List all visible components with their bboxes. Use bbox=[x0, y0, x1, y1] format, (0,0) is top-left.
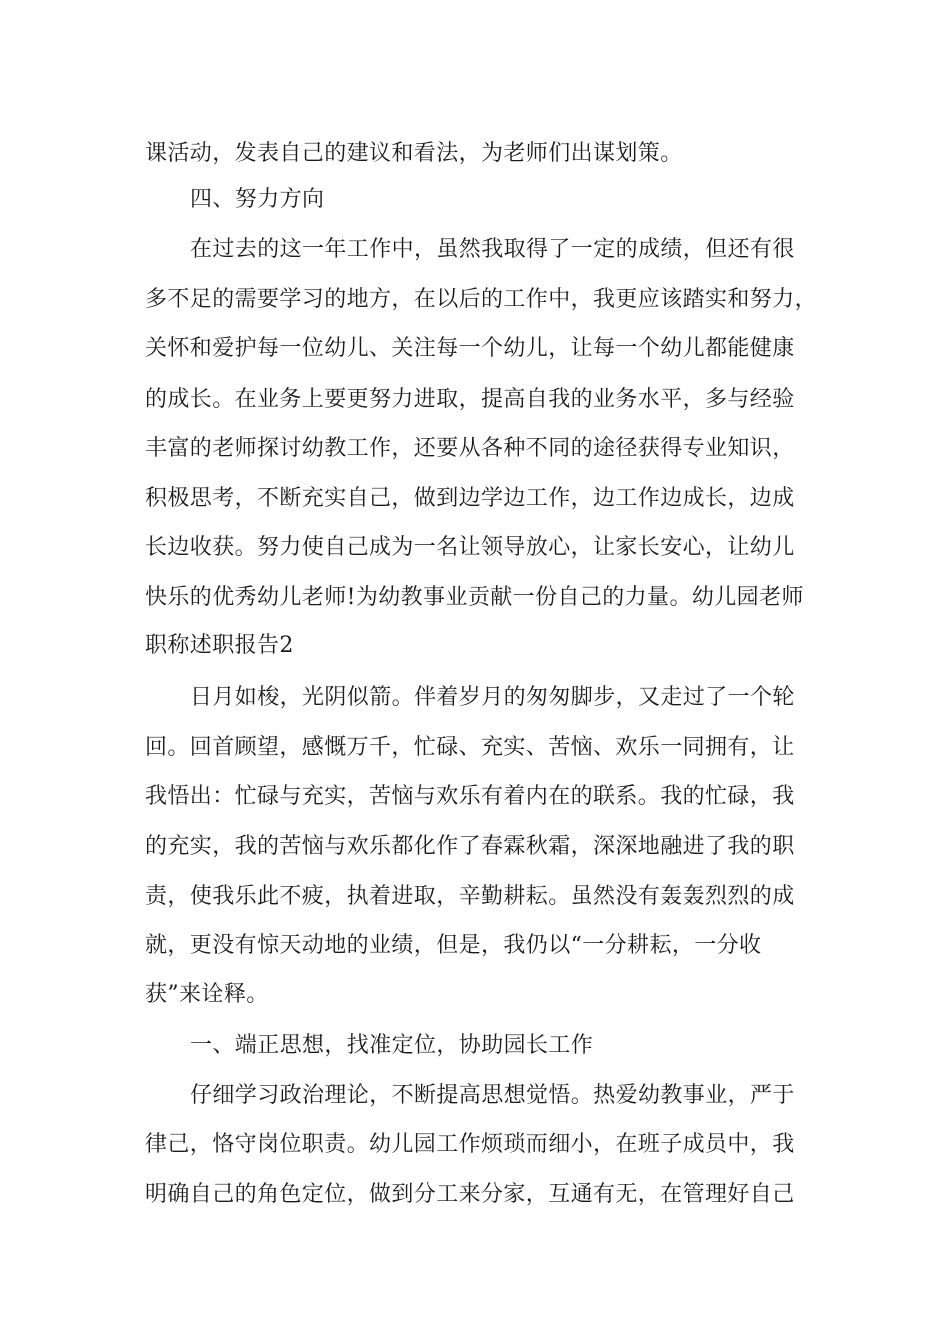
text-line: 日月如梭，光阴似箭。伴着岁月的匆匆脚步，又走过了一个轮 bbox=[190, 685, 795, 710]
text-line: 责，使我乐此不疲，执着进取，辛勤耕耘。虽然没有轰轰烈烈的成 bbox=[145, 884, 795, 909]
text-line: 积极思考，不断充实自己，做到边学边工作，边工作边成长，边成 bbox=[145, 486, 795, 511]
text-line: 关怀和爱护每一位幼儿、关注每一个幼儿，让每一个幼儿都能健康 bbox=[145, 336, 795, 361]
text-line: 就，更没有惊天动地的业绩，但是，我仍以“一分耕耘，一分收 bbox=[145, 933, 762, 958]
text-line: 我悟出：忙碌与充实，苦恼与欢乐有着内在的联系。我的忙碌，我 bbox=[145, 784, 795, 809]
text-line: 仔细学习政治理论，不断提高思想觉悟。热爱幼教事业，严于 bbox=[190, 1083, 795, 1108]
text-line: 律己，恪守岗位职责。幼儿园工作烦琐而细小，在班子成员中，我 bbox=[145, 1132, 795, 1157]
text-line: 长边收获。努力使自己成为一名让领导放心，让家长安心，让幼儿 bbox=[145, 535, 795, 560]
text-line: 获”来诠释。 bbox=[145, 982, 269, 1007]
text-line: 在过去的这一年工作中，虽然我取得了一定的成绩，但还有很 bbox=[190, 237, 795, 262]
text-line: 快乐的优秀幼儿老师!为幼教事业贡献一份自己的力量。幼儿园老师 bbox=[145, 585, 804, 610]
text-line: 课活动，发表自己的建议和看法，为老师们出谋划策。 bbox=[145, 141, 683, 166]
section-heading: 一、端正思想，找准定位，协助园长工作 bbox=[190, 1033, 594, 1058]
text-line: 的充实，我的苦恼与欢乐都化作了春霖秋霜，深深地融进了我的职 bbox=[145, 834, 795, 859]
section-heading: 四、努力方向 bbox=[190, 187, 325, 212]
text-line: 明确自己的角色定位，做到分工来分家，互通有无，在管理好自己 bbox=[145, 1182, 795, 1207]
text-line: 多不足的需要学习的地方，在以后的工作中，我更应该踏实和努力， bbox=[145, 287, 818, 312]
text-line: 丰富的老师探讨幼教工作，还要从各种不同的途径获得专业知识， bbox=[145, 436, 795, 461]
text-line: 的成长。在业务上要更努力进取，提高自我的业务水平，多与经验 bbox=[145, 387, 795, 412]
text-line: 职称述职报告2 bbox=[145, 633, 294, 658]
text-line: 回。回首顾望，感慨万千，忙碌、充实、苦恼、欢乐一同拥有，让 bbox=[145, 735, 795, 760]
